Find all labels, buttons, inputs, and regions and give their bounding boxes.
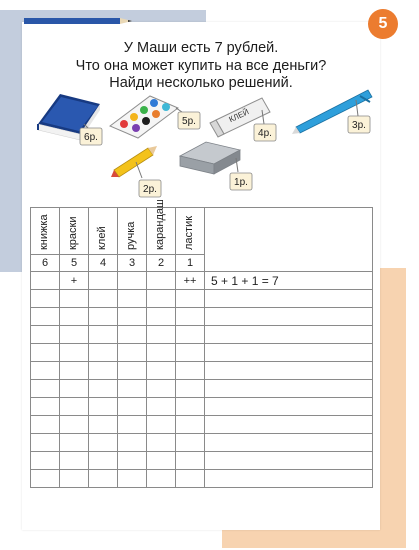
header-cell-book bbox=[31, 208, 60, 255]
empty-solution-row[interactable] bbox=[31, 452, 373, 470]
empty-cell[interactable] bbox=[118, 380, 147, 398]
empty-solution-row[interactable] bbox=[31, 380, 373, 398]
empty-cell[interactable] bbox=[147, 398, 176, 416]
eraser-icon bbox=[180, 142, 240, 174]
empty-cell[interactable] bbox=[31, 290, 60, 308]
empty-cell[interactable] bbox=[60, 398, 89, 416]
empty-cell[interactable] bbox=[205, 452, 373, 470]
empty-solution-row[interactable] bbox=[31, 398, 373, 416]
empty-cell[interactable] bbox=[60, 362, 89, 380]
price-pencil: 2 bbox=[147, 255, 176, 272]
pen-price: 3р. bbox=[352, 120, 366, 131]
items-illustration bbox=[0, 0, 419, 210]
empty-cell[interactable] bbox=[176, 344, 205, 362]
empty-cell[interactable] bbox=[176, 434, 205, 452]
empty-cell[interactable] bbox=[205, 470, 373, 488]
empty-cell[interactable] bbox=[60, 344, 89, 362]
solutions-table-wrap bbox=[30, 199, 373, 488]
mark-cell-pencil[interactable] bbox=[147, 272, 176, 290]
empty-cell[interactable] bbox=[31, 344, 60, 362]
empty-cell[interactable] bbox=[89, 344, 118, 362]
book-price: 6р. bbox=[84, 132, 98, 143]
empty-cell[interactable] bbox=[176, 326, 205, 344]
empty-cell[interactable] bbox=[176, 362, 205, 380]
empty-cell[interactable] bbox=[89, 290, 118, 308]
empty-cell[interactable] bbox=[89, 326, 118, 344]
empty-cell[interactable] bbox=[118, 434, 147, 452]
item-name-eraser: ластик bbox=[183, 215, 195, 250]
empty-cell[interactable] bbox=[89, 452, 118, 470]
empty-cell[interactable] bbox=[205, 380, 373, 398]
empty-cell[interactable] bbox=[147, 452, 176, 470]
empty-cell[interactable] bbox=[31, 380, 60, 398]
item-name-pencil: карандаш bbox=[154, 199, 166, 250]
empty-solution-row[interactable] bbox=[31, 434, 373, 452]
empty-cell[interactable] bbox=[147, 470, 176, 488]
empty-cell[interactable] bbox=[118, 344, 147, 362]
header-cell-blank bbox=[205, 208, 373, 272]
mark-cell-book[interactable] bbox=[31, 272, 60, 290]
empty-cell[interactable] bbox=[118, 326, 147, 344]
empty-cell[interactable] bbox=[118, 452, 147, 470]
empty-cell[interactable] bbox=[147, 344, 176, 362]
empty-cell[interactable] bbox=[147, 290, 176, 308]
empty-cell[interactable] bbox=[31, 416, 60, 434]
empty-solution-row[interactable] bbox=[31, 362, 373, 380]
eraser-price: 1р. bbox=[234, 177, 248, 188]
empty-cell[interactable] bbox=[31, 434, 60, 452]
empty-cell[interactable] bbox=[31, 326, 60, 344]
empty-cell[interactable] bbox=[176, 416, 205, 434]
empty-cell[interactable] bbox=[205, 434, 373, 452]
empty-cell[interactable] bbox=[205, 362, 373, 380]
empty-cell[interactable] bbox=[60, 452, 89, 470]
empty-cell[interactable] bbox=[176, 308, 205, 326]
item-name-pen: ручка bbox=[125, 221, 137, 250]
empty-cell[interactable] bbox=[31, 308, 60, 326]
empty-cell[interactable] bbox=[147, 416, 176, 434]
mark-cell-paints[interactable]: + bbox=[60, 272, 89, 290]
price-book: 6 bbox=[31, 255, 60, 272]
empty-cell[interactable] bbox=[31, 398, 60, 416]
empty-cell[interactable] bbox=[205, 398, 373, 416]
empty-cell[interactable] bbox=[89, 416, 118, 434]
empty-solution-row[interactable] bbox=[31, 416, 373, 434]
item-names-row bbox=[31, 208, 373, 255]
empty-cell[interactable] bbox=[176, 470, 205, 488]
price-pen: 3 bbox=[118, 255, 147, 272]
empty-cell[interactable] bbox=[31, 362, 60, 380]
empty-cell[interactable] bbox=[118, 362, 147, 380]
empty-solution-row[interactable] bbox=[31, 326, 373, 344]
empty-cell[interactable] bbox=[118, 290, 147, 308]
mark-cell-glue[interactable] bbox=[89, 272, 118, 290]
empty-solution-row[interactable] bbox=[31, 470, 373, 488]
empty-cell[interactable] bbox=[147, 326, 176, 344]
empty-cell[interactable] bbox=[89, 398, 118, 416]
empty-solution-row[interactable] bbox=[31, 308, 373, 326]
solutions-table bbox=[30, 199, 373, 488]
glue-label: КЛЕЙ bbox=[227, 107, 251, 125]
empty-cell[interactable] bbox=[147, 362, 176, 380]
mark-cell-eraser[interactable]: ++ bbox=[176, 272, 205, 290]
empty-solution-row[interactable] bbox=[31, 290, 373, 308]
price-paints: 5 bbox=[60, 255, 89, 272]
empty-cell[interactable] bbox=[60, 434, 89, 452]
pencil-price-tag bbox=[136, 162, 161, 197]
empty-cell[interactable] bbox=[31, 452, 60, 470]
pencil-price: 2р. bbox=[143, 184, 157, 195]
empty-cell[interactable] bbox=[60, 326, 89, 344]
empty-cell[interactable] bbox=[205, 344, 373, 362]
paints-icon bbox=[110, 96, 178, 138]
header-cell-pencil bbox=[147, 199, 176, 255]
empty-cell[interactable] bbox=[205, 326, 373, 344]
pencil-icon bbox=[111, 146, 157, 177]
price-eraser: 1 bbox=[176, 255, 205, 272]
empty-cell[interactable] bbox=[176, 380, 205, 398]
empty-cell[interactable] bbox=[31, 470, 60, 488]
page-number-badge: 5 bbox=[368, 9, 398, 39]
task-line-3: Найди несколько решений. bbox=[109, 75, 293, 91]
item-name-book: книжка bbox=[38, 214, 50, 250]
empty-cell[interactable] bbox=[89, 470, 118, 488]
empty-cell[interactable] bbox=[118, 308, 147, 326]
solution-equation[interactable]: 5 + 1 + 1 = 7 bbox=[205, 272, 373, 290]
empty-cell[interactable] bbox=[176, 398, 205, 416]
empty-solution-row[interactable] bbox=[31, 344, 373, 362]
empty-cell[interactable] bbox=[118, 398, 147, 416]
task-line-1: У Маши есть 7 рублей. bbox=[123, 40, 279, 56]
header-cell-eraser bbox=[176, 208, 205, 255]
empty-cell[interactable] bbox=[60, 308, 89, 326]
empty-cell[interactable] bbox=[60, 290, 89, 308]
empty-cell[interactable] bbox=[89, 362, 118, 380]
header-cell-paints bbox=[60, 208, 89, 255]
empty-cell[interactable] bbox=[89, 434, 118, 452]
task-line-2: Что она может купить на все деньги? bbox=[75, 57, 327, 74]
price-glue: 4 bbox=[89, 255, 118, 272]
empty-cell[interactable] bbox=[60, 380, 89, 398]
empty-cell[interactable] bbox=[147, 380, 176, 398]
empty-cell[interactable] bbox=[205, 290, 373, 308]
paints-price: 5р. bbox=[182, 116, 196, 127]
glue-price: 4р. bbox=[258, 128, 272, 139]
empty-cell[interactable] bbox=[89, 308, 118, 326]
solution-row[interactable] bbox=[31, 272, 373, 290]
mark-cell-pen[interactable] bbox=[118, 272, 147, 290]
empty-cell[interactable] bbox=[118, 470, 147, 488]
header-cell-glue bbox=[89, 208, 118, 255]
empty-cell[interactable] bbox=[147, 308, 176, 326]
empty-cell[interactable] bbox=[60, 470, 89, 488]
empty-cell[interactable] bbox=[60, 416, 89, 434]
paints-price-tag bbox=[176, 108, 200, 129]
empty-cell[interactable] bbox=[176, 290, 205, 308]
item-name-paints: краски bbox=[67, 216, 79, 250]
empty-cell[interactable] bbox=[147, 434, 176, 452]
header-cell-pen bbox=[118, 208, 147, 255]
empty-cell[interactable] bbox=[89, 380, 118, 398]
item-name-glue: клей bbox=[96, 226, 108, 250]
empty-cell[interactable] bbox=[176, 452, 205, 470]
empty-cell[interactable] bbox=[205, 308, 373, 326]
empty-cell[interactable] bbox=[205, 416, 373, 434]
empty-cell[interactable] bbox=[118, 416, 147, 434]
